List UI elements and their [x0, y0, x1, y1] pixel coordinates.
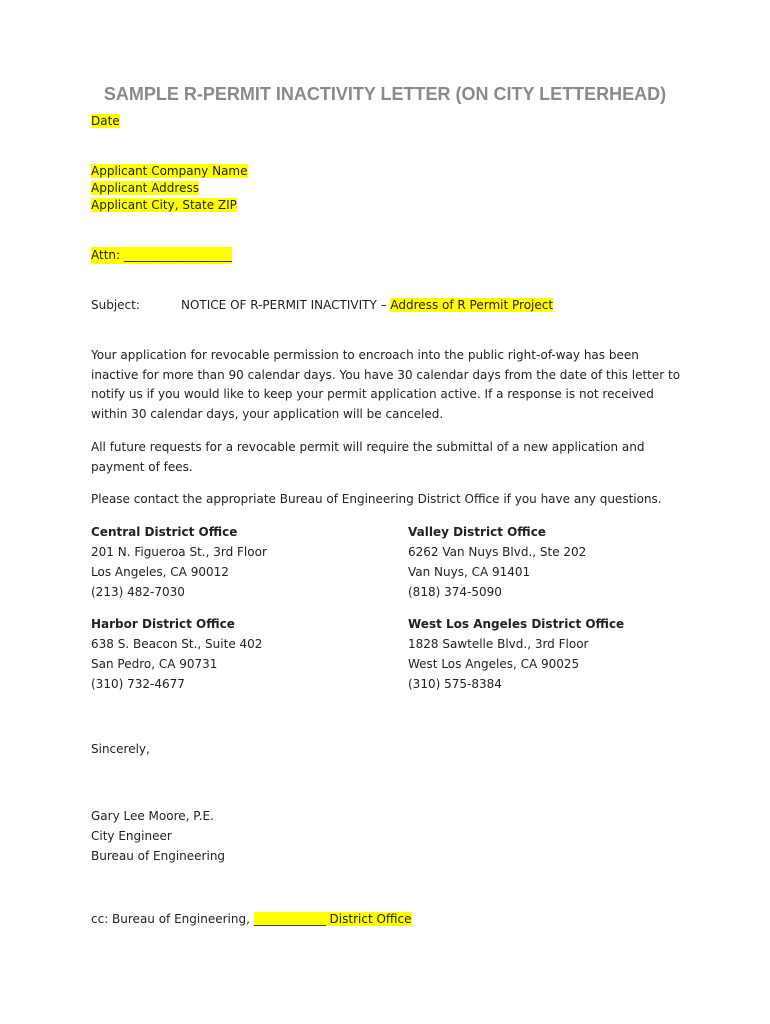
- attn-label: Attn:: [91, 248, 121, 262]
- office-street: 638 S. Beacon St., Suite 402: [91, 637, 263, 651]
- subject-label: Subject:: [91, 298, 140, 312]
- subject-project-address: Address of R Permit Project: [390, 298, 554, 312]
- office-city: Van Nuys, CA 91401: [408, 565, 531, 579]
- office-name: Valley District Office: [408, 525, 546, 539]
- cc-district-office: ____________ District Office: [253, 912, 412, 926]
- applicant-address: Applicant Address: [91, 181, 199, 195]
- body-paragraph-3: Please contact the appropriate Bureau of Engineering District Office if you have any questions.: [91, 492, 662, 506]
- signer-role: City Engineer: [91, 829, 172, 843]
- office-phone: (310) 575-8384: [408, 677, 502, 691]
- attn-line: [91, 247, 232, 264]
- date-line: [91, 113, 120, 130]
- office-street: 201 N. Figueroa St., 3rd Floor: [91, 545, 267, 559]
- office-street: 1828 Sawtelle Blvd., 3rd Floor: [408, 637, 589, 651]
- applicant-company-line: [91, 163, 248, 180]
- body-paragraph-1: Your application for revocable permission to encroach into the public right-of-way has been inactive for more than 90 calendar days. You have 30 calendar days from the date of this letter to notify us if you would like to keep your permit application active. If a response is not received within 30 calendar days, your application will be canceled.: [91, 348, 681, 421]
- signer-name: Gary Lee Moore, P.E.: [91, 809, 214, 823]
- office-city: San Pedro, CA 90731: [91, 657, 218, 671]
- office-city: West Los Angeles, CA 90025: [408, 657, 580, 671]
- office-name: Central District Office: [91, 525, 238, 539]
- applicant-company: Applicant Company Name: [91, 164, 248, 178]
- subject-text: NOTICE OF R-PERMIT INACTIVITY –: [181, 298, 391, 312]
- office-central: [91, 522, 391, 602]
- office-city: Los Angeles, CA 90012: [91, 565, 229, 579]
- signer-org: Bureau of Engineering: [91, 849, 226, 863]
- body-paragraph-2: All future requests for a revocable permit will require the submittal of a new application and payment of fees.: [91, 440, 645, 474]
- office-valley: [408, 522, 708, 602]
- date-placeholder: Date: [91, 114, 120, 128]
- subject-line: [181, 298, 553, 312]
- office-phone: (818) 374-5090: [408, 585, 502, 599]
- applicant-city: Applicant City, State ZIP: [91, 198, 237, 212]
- applicant-city-line: [91, 197, 237, 214]
- closing: Sincerely,: [91, 742, 150, 756]
- letter-title: SAMPLE R-PERMIT INACTIVITY LETTER (ON CITY LETTERHEAD): [103, 84, 667, 104]
- applicant-address-line: [91, 180, 199, 197]
- office-phone: (213) 482-7030: [91, 585, 185, 599]
- office-name: Harbor District Office: [91, 617, 235, 631]
- attn-blank: __________________: [123, 248, 232, 262]
- office-name: West Los Angeles District Office: [408, 617, 625, 631]
- cc-text: cc: Bureau of Engineering,: [91, 912, 254, 926]
- signature-block: [91, 806, 391, 866]
- office-street: 6262 Van Nuys Blvd., Ste 202: [408, 545, 587, 559]
- office-harbor: [91, 614, 391, 694]
- office-west-la: [408, 614, 708, 694]
- cc-line: [91, 911, 412, 928]
- office-phone: (310) 732-4677: [91, 677, 185, 691]
